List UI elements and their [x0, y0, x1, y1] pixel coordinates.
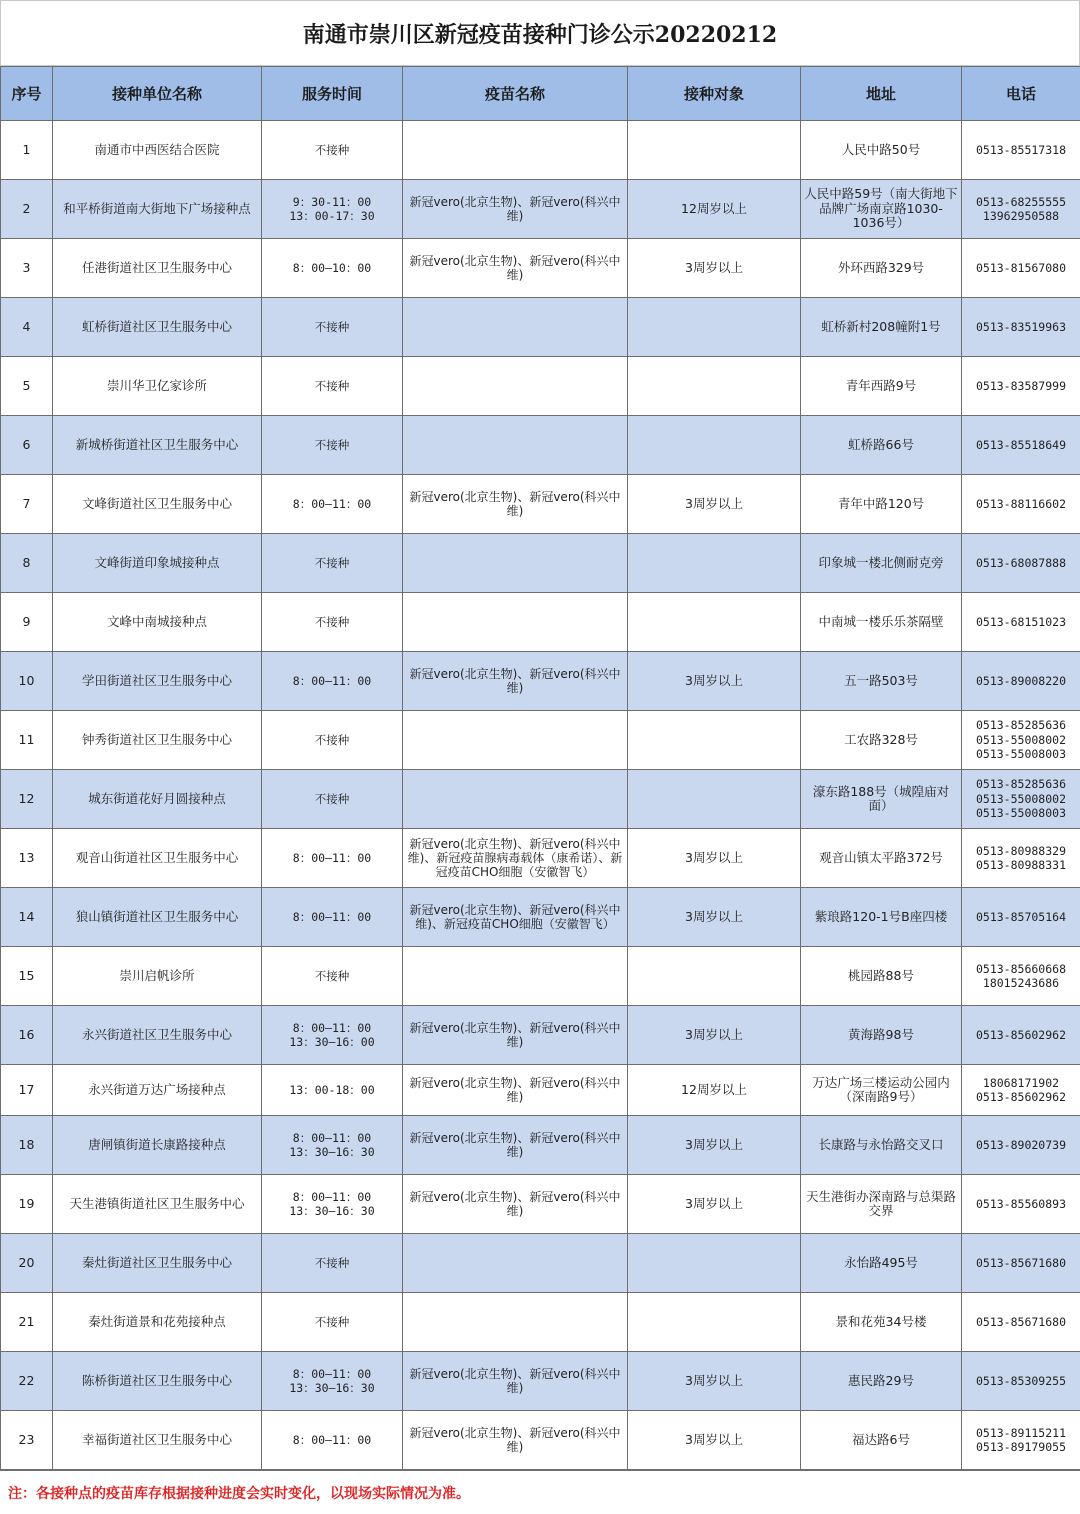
row-number: 2	[1, 180, 53, 239]
address: 虹桥路66号	[801, 416, 962, 475]
phone	[962, 947, 1080, 1006]
table-row	[1, 121, 1080, 180]
row-number: 10	[1, 652, 53, 711]
phone-line: 0513-89020739	[975, 1137, 1066, 1152]
address: 青年西路9号	[801, 357, 962, 416]
phone-line: 18015243686	[982, 976, 1060, 990]
service-time-line: 8：00—11：00	[292, 1366, 372, 1381]
phone	[962, 534, 1080, 593]
vaccine-name: 新冠vero(北京生物)、新冠vero(科兴中维)	[403, 1411, 628, 1470]
table-row	[1, 1175, 1080, 1234]
row-number: 18	[1, 1116, 53, 1175]
phone	[962, 180, 1080, 239]
header-time: 服务时间	[262, 67, 403, 121]
phone	[962, 475, 1080, 534]
phone-line: 0513-85285636	[975, 718, 1066, 733]
table-header-row	[1, 67, 1080, 121]
row-number: 1	[1, 121, 53, 180]
vaccine-name: 新冠vero(北京生物)、新冠vero(科兴中维)	[403, 1065, 628, 1116]
service-time-line: 不接种	[314, 968, 350, 983]
service-time-line: 不接种	[314, 437, 350, 452]
vaccine-name	[403, 121, 628, 180]
service-time-line: 不接种	[314, 791, 350, 806]
row-number: 20	[1, 1234, 53, 1293]
target-group	[628, 121, 801, 180]
address: 人民中路59号（南大街地下品牌广场南京路1030-1036号）	[801, 180, 962, 239]
service-time	[262, 357, 403, 416]
address: 五一路503号	[801, 652, 962, 711]
address: 天生港街办深南路与总渠路交界	[801, 1175, 962, 1234]
address: 桃园路88号	[801, 947, 962, 1006]
service-time	[262, 947, 403, 1006]
table-row	[1, 1234, 1080, 1293]
table-row	[1, 357, 1080, 416]
unit-name: 观音山街道社区卫生服务中心	[53, 829, 262, 888]
vaccine-name	[403, 711, 628, 770]
target-group: 3周岁以上	[628, 1116, 801, 1175]
phone	[962, 1411, 1080, 1470]
row-number: 23	[1, 1411, 53, 1470]
service-time	[262, 1352, 403, 1411]
target-group	[628, 1293, 801, 1352]
service-time	[262, 593, 403, 652]
phone-line: 0513-85671680	[975, 1255, 1066, 1270]
phone-line: 0513-55008002	[975, 732, 1066, 747]
page-title: 南通市崇川区新冠疫苗接种门诊公示20220212	[0, 0, 1080, 66]
phone-line: 0513-89179055	[975, 1440, 1066, 1454]
unit-name: 崇川华卫亿家诊所	[53, 357, 262, 416]
service-time	[262, 1065, 403, 1116]
phone-line: 0513-85671680	[975, 1314, 1066, 1329]
vaccine-name: 新冠vero(北京生物)、新冠vero(科兴中维)	[403, 475, 628, 534]
unit-name: 秦灶街道景和花苑接种点	[53, 1293, 262, 1352]
header-vaccine: 疫苗名称	[403, 67, 628, 121]
row-number: 12	[1, 770, 53, 829]
vaccine-name	[403, 416, 628, 475]
unit-name: 南通市中西医结合医院	[53, 121, 262, 180]
vaccine-name	[403, 534, 628, 593]
unit-name: 崇川启帆诊所	[53, 947, 262, 1006]
target-group: 3周岁以上	[628, 652, 801, 711]
phone	[962, 298, 1080, 357]
row-number: 19	[1, 1175, 53, 1234]
service-time-line: 不接种	[314, 614, 350, 629]
table-row	[1, 711, 1080, 770]
target-group: 3周岁以上	[628, 1175, 801, 1234]
address: 工农路328号	[801, 711, 962, 770]
phone	[962, 357, 1080, 416]
service-time	[262, 121, 403, 180]
vaccine-name: 新冠vero(北京生物)、新冠vero(科兴中维)	[403, 1006, 628, 1065]
phone	[962, 416, 1080, 475]
table-row	[1, 593, 1080, 652]
service-time-line: 8：00—11：00	[292, 909, 372, 924]
service-time-line: 不接种	[314, 142, 350, 157]
row-number: 5	[1, 357, 53, 416]
target-group	[628, 357, 801, 416]
row-number: 15	[1, 947, 53, 1006]
address: 永怡路495号	[801, 1234, 962, 1293]
service-time	[262, 711, 403, 770]
row-number: 21	[1, 1293, 53, 1352]
service-time-line: 8：00—11：00	[292, 673, 372, 688]
vaccine-name	[403, 1293, 628, 1352]
row-number: 7	[1, 475, 53, 534]
vaccine-name: 新冠vero(北京生物)、新冠vero(科兴中维)	[403, 1116, 628, 1175]
service-time-line: 8：00—11：00	[292, 850, 372, 865]
unit-name: 陈桥街道社区卫生服务中心	[53, 1352, 262, 1411]
target-group: 3周岁以上	[628, 239, 801, 298]
service-time	[262, 534, 403, 593]
address: 景和花苑34号楼	[801, 1293, 962, 1352]
service-time-line: 8：00—11：00	[292, 1130, 372, 1145]
service-time-line: 13：00-17：30	[289, 209, 375, 223]
table-row	[1, 1293, 1080, 1352]
service-time-line: 不接种	[314, 1314, 350, 1329]
unit-name: 秦灶街道社区卫生服务中心	[53, 1234, 262, 1293]
vaccine-name	[403, 770, 628, 829]
service-time-line: 13：30—16：30	[289, 1145, 375, 1159]
unit-name: 学田街道社区卫生服务中心	[53, 652, 262, 711]
address: 惠民路29号	[801, 1352, 962, 1411]
service-time	[262, 1234, 403, 1293]
phone	[962, 770, 1080, 829]
table-row	[1, 770, 1080, 829]
address: 长康路与永怡路交叉口	[801, 1116, 962, 1175]
phone-line: 0513-85517318	[975, 142, 1066, 157]
phone-line: 0513-68255555	[975, 194, 1066, 209]
phone-line: 0513-85705164	[975, 909, 1066, 924]
address: 黄海路98号	[801, 1006, 962, 1065]
vaccine-name: 新冠vero(北京生物)、新冠vero(科兴中维)、新冠疫苗腺病毒载体（康希诺）、新冠疫苗CHO细胞（安徽智飞）	[403, 829, 628, 888]
target-group: 3周岁以上	[628, 1352, 801, 1411]
service-time	[262, 1175, 403, 1234]
table-row	[1, 947, 1080, 1006]
vaccine-name: 新冠vero(北京生物)、新冠vero(科兴中维)	[403, 239, 628, 298]
phone-line: 0513-83587999	[975, 378, 1066, 393]
target-group	[628, 947, 801, 1006]
address: 万达广场三楼运动公园内（深南路9号）	[801, 1065, 962, 1116]
unit-name: 文峰中南城接种点	[53, 593, 262, 652]
phone-line: 0513-81567080	[975, 260, 1066, 275]
phone-line: 0513-55008003	[975, 806, 1066, 821]
header-unit: 接种单位名称	[53, 67, 262, 121]
table-row	[1, 1065, 1080, 1116]
phone-line: 0513-85660668	[975, 961, 1066, 976]
phone	[962, 1234, 1080, 1293]
vaccine-name: 新冠vero(北京生物)、新冠vero(科兴中维)	[403, 1352, 628, 1411]
target-group: 12周岁以上	[628, 1065, 801, 1116]
address: 外环西路329号	[801, 239, 962, 298]
service-time-line: 不接种	[314, 732, 350, 747]
phone	[962, 593, 1080, 652]
service-time	[262, 475, 403, 534]
table-row	[1, 180, 1080, 239]
service-time	[262, 1411, 403, 1470]
phone-line: 0513-55008003	[975, 747, 1066, 762]
service-time	[262, 829, 403, 888]
service-time-line: 8：00—11：00	[292, 1020, 372, 1035]
address: 青年中路120号	[801, 475, 962, 534]
row-number: 9	[1, 593, 53, 652]
row-number: 11	[1, 711, 53, 770]
service-time-line: 不接种	[314, 555, 350, 570]
table-row	[1, 534, 1080, 593]
phone	[962, 1065, 1080, 1116]
phone-line: 0513-55008002	[975, 791, 1066, 806]
header-target: 接种对象	[628, 67, 801, 121]
phone	[962, 1006, 1080, 1065]
table-body	[1, 121, 1080, 1470]
service-time	[262, 888, 403, 947]
phone	[962, 829, 1080, 888]
service-time	[262, 652, 403, 711]
table-row	[1, 829, 1080, 888]
unit-name: 虹桥街道社区卫生服务中心	[53, 298, 262, 357]
phone	[962, 711, 1080, 770]
vaccine-name: 新冠vero(北京生物)、新冠vero(科兴中维)	[403, 652, 628, 711]
table-row	[1, 1116, 1080, 1175]
vaccine-name: 新冠vero(北京生物)、新冠vero(科兴中维)	[403, 1175, 628, 1234]
service-time-line: 不接种	[314, 378, 350, 393]
table-row	[1, 298, 1080, 357]
phone-line: 0513-68151023	[975, 614, 1066, 629]
service-time-line: 8：00—11：00	[292, 1432, 372, 1447]
phone	[962, 1352, 1080, 1411]
address: 濠东路188号（城隍庙对面）	[801, 770, 962, 829]
row-number: 14	[1, 888, 53, 947]
phone-line: 13962950588	[982, 209, 1060, 223]
phone-line: 0513-68087888	[975, 555, 1066, 570]
table-row	[1, 652, 1080, 711]
row-number: 13	[1, 829, 53, 888]
header-address: 地址	[801, 67, 962, 121]
target-group: 3周岁以上	[628, 475, 801, 534]
service-time-line: 13：00-18：00	[289, 1082, 375, 1097]
row-number: 3	[1, 239, 53, 298]
phone	[962, 1116, 1080, 1175]
service-time	[262, 770, 403, 829]
target-group	[628, 711, 801, 770]
target-group	[628, 770, 801, 829]
table-row	[1, 239, 1080, 298]
phone-line: 0513-88116602	[975, 496, 1066, 511]
phone-line: 0513-85285636	[975, 777, 1066, 792]
service-time-line: 不接种	[314, 319, 350, 334]
service-time-line: 13：30—16：00	[289, 1035, 375, 1049]
vaccine-name	[403, 1234, 628, 1293]
phone	[962, 652, 1080, 711]
service-time-line: 不接种	[314, 1255, 350, 1270]
address: 印象城一楼北侧耐克旁	[801, 534, 962, 593]
service-time	[262, 1006, 403, 1065]
address: 福达路6号	[801, 1411, 962, 1470]
service-time	[262, 298, 403, 357]
row-number: 22	[1, 1352, 53, 1411]
table-row	[1, 1006, 1080, 1065]
unit-name: 和平桥街道南大街地下广场接种点	[53, 180, 262, 239]
unit-name: 文峰街道社区卫生服务中心	[53, 475, 262, 534]
table-row	[1, 1411, 1080, 1470]
phone-line: 0513-89008220	[975, 673, 1066, 688]
vaccination-clinic-table	[0, 66, 1080, 1470]
table-row	[1, 1352, 1080, 1411]
vaccine-name: 新冠vero(北京生物)、新冠vero(科兴中维)、新冠疫苗CHO细胞（安徽智飞）	[403, 888, 628, 947]
unit-name: 永兴街道社区卫生服务中心	[53, 1006, 262, 1065]
address: 观音山镇太平路372号	[801, 829, 962, 888]
service-time	[262, 239, 403, 298]
address: 人民中路50号	[801, 121, 962, 180]
vaccine-name	[403, 298, 628, 357]
vaccine-name	[403, 947, 628, 1006]
row-number: 8	[1, 534, 53, 593]
phone-line: 0513-85309255	[975, 1373, 1066, 1388]
target-group	[628, 298, 801, 357]
phone	[962, 1293, 1080, 1352]
phone-line: 0513-89115211	[975, 1425, 1066, 1440]
footnote: 注：各接种点的疫苗库存根据接种进度会实时变化，以现场实际情况为准。	[0, 1470, 1080, 1514]
service-time	[262, 1116, 403, 1175]
phone	[962, 888, 1080, 947]
unit-name: 狼山镇街道社区卫生服务中心	[53, 888, 262, 947]
phone-line: 0513-85602962	[975, 1027, 1066, 1042]
target-group	[628, 593, 801, 652]
vaccine-name: 新冠vero(北京生物)、新冠vero(科兴中维)	[403, 180, 628, 239]
unit-name: 任港街道社区卫生服务中心	[53, 239, 262, 298]
table-row	[1, 475, 1080, 534]
unit-name: 城东街道花好月圆接种点	[53, 770, 262, 829]
service-time-line: 13：30—16：30	[289, 1381, 375, 1395]
target-group: 12周岁以上	[628, 180, 801, 239]
target-group	[628, 416, 801, 475]
address: 虹桥新村208幢附1号	[801, 298, 962, 357]
phone-line: 0513-85560893	[975, 1196, 1066, 1211]
target-group	[628, 1234, 801, 1293]
phone-line: 0513-80988331	[975, 858, 1066, 872]
service-time-line: 8：00—11：00	[292, 1189, 372, 1204]
vaccine-name	[403, 357, 628, 416]
phone-line: 0513-80988329	[975, 843, 1066, 858]
phone	[962, 1175, 1080, 1234]
phone-line: 0513-83519963	[975, 319, 1066, 334]
service-time	[262, 180, 403, 239]
row-number: 4	[1, 298, 53, 357]
vaccine-name	[403, 593, 628, 652]
phone	[962, 239, 1080, 298]
address: 紫琅路120-1号B座四楼	[801, 888, 962, 947]
unit-name: 天生港镇街道社区卫生服务中心	[53, 1175, 262, 1234]
service-time-line: 8：00—11：00	[292, 496, 372, 511]
header-no: 序号	[1, 67, 53, 121]
header-phone: 电话	[962, 67, 1080, 121]
table-row	[1, 888, 1080, 947]
service-time-line: 8：00—10：00	[292, 260, 372, 275]
row-number: 6	[1, 416, 53, 475]
unit-name: 唐闸镇街道长康路接种点	[53, 1116, 262, 1175]
service-time	[262, 416, 403, 475]
unit-name: 新城桥街道社区卫生服务中心	[53, 416, 262, 475]
unit-name: 永兴街道万达广场接种点	[53, 1065, 262, 1116]
phone	[962, 121, 1080, 180]
target-group	[628, 534, 801, 593]
row-number: 17	[1, 1065, 53, 1116]
service-time-line: 9：30-11：00	[292, 194, 372, 209]
address: 中南城一楼乐乐茶隔壁	[801, 593, 962, 652]
target-group: 3周岁以上	[628, 1006, 801, 1065]
row-number: 16	[1, 1006, 53, 1065]
table-row	[1, 416, 1080, 475]
unit-name: 幸福街道社区卫生服务中心	[53, 1411, 262, 1470]
phone-line: 0513-85602962	[975, 1090, 1066, 1104]
service-time-line: 13：30—16：30	[289, 1204, 375, 1218]
phone-line: 0513-85518649	[975, 437, 1066, 452]
target-group: 3周岁以上	[628, 829, 801, 888]
unit-name: 文峰街道印象城接种点	[53, 534, 262, 593]
service-time	[262, 1293, 403, 1352]
unit-name: 钟秀街道社区卫生服务中心	[53, 711, 262, 770]
target-group: 3周岁以上	[628, 1411, 801, 1470]
target-group: 3周岁以上	[628, 888, 801, 947]
phone-line: 18068171902	[982, 1075, 1060, 1090]
